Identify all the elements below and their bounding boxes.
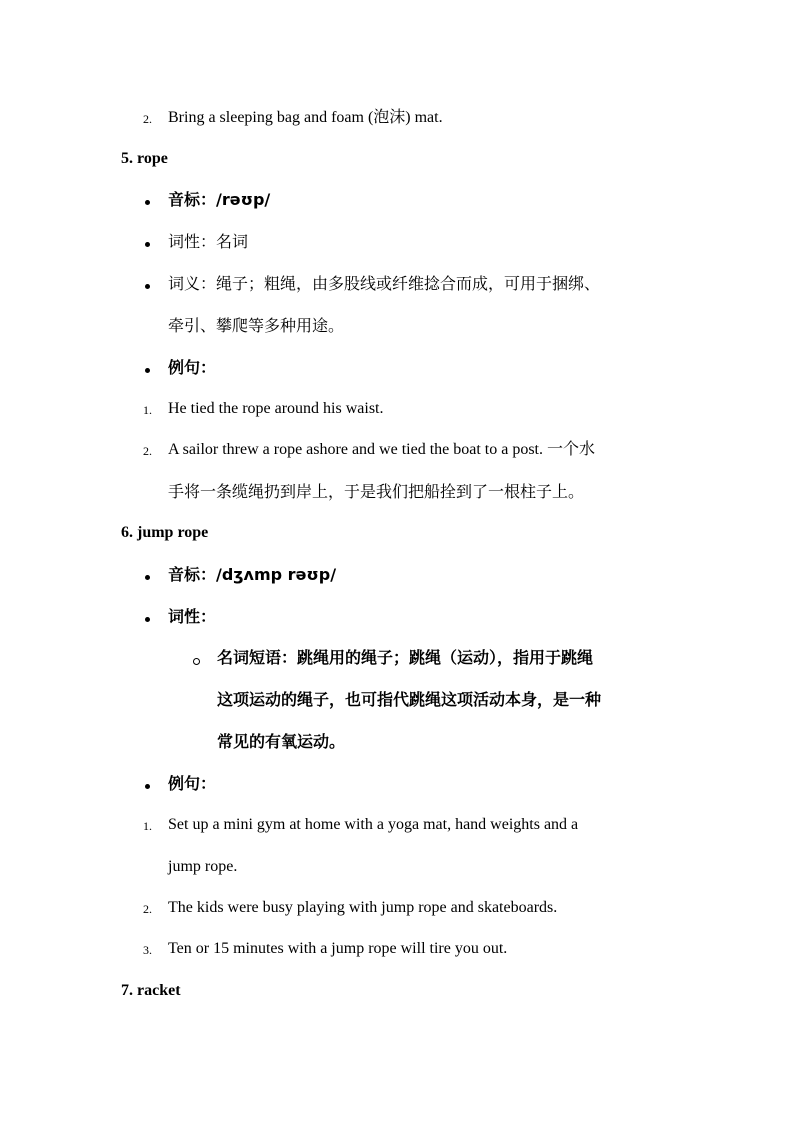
examples-label: 例句： (168, 358, 217, 377)
example-number: 2. (143, 902, 152, 916)
bullet-icon (145, 284, 150, 289)
example-number: 1. (143, 819, 152, 833)
bullet-icon (145, 575, 150, 580)
bullet-icon (145, 242, 150, 247)
entry-heading-rope: 5. rope (121, 150, 168, 167)
example-sentence: He tied the rope around his waist. (168, 400, 384, 417)
example-number: 2. (143, 112, 152, 126)
part-of-speech-line: 词性：名词 (168, 232, 249, 251)
example-sentence: The kids were busy playing with jump rope and skateboards. (168, 899, 558, 916)
example-sentence: Bring a sleeping bag and foam (泡沫) mat. (168, 109, 443, 126)
example-number: 1. (143, 403, 152, 417)
circle-bullet-icon (193, 658, 200, 665)
bullet-icon (145, 617, 150, 622)
sub-meaning-line-2: 这项运动的绳子，也可指代跳绳这项活动本身，是一种 (217, 690, 602, 709)
example-number: 2. (143, 444, 152, 458)
example-sentence-line-1: Set up a mini gym at home with a yoga mat, hand weights and a (168, 816, 579, 833)
bullet-icon (145, 200, 150, 205)
sub-meaning-line-1: 名词短语：跳绳用的绳子；跳绳（运动），指用于跳绳 (217, 648, 594, 667)
part-of-speech-label: 词性： (168, 607, 217, 626)
phonetic-line: 音标：/dʒʌmp rəʊp/ (168, 565, 337, 584)
example-sentence-line-2: 手将一条缆绳扔到岸上，于是我们把船拴到了一根柱子上。 (168, 482, 585, 501)
examples-label: 例句： (168, 774, 217, 793)
phonetic-line: 音标：/rəʊp/ (168, 190, 271, 209)
example-sentence-line-2: jump rope. (168, 858, 238, 875)
entry-heading-racket: 7. racket (121, 982, 181, 999)
bullet-icon (145, 784, 150, 789)
entry-heading-jump-rope: 6. jump rope (121, 524, 209, 541)
meaning-line-1: 词义：绳子；粗绳，由多股线或纤维捻合而成，可用于捆绑、 (168, 274, 601, 293)
example-number: 3. (143, 943, 152, 957)
example-sentence-line-1: A sailor threw a rope ashore and we tied the boat to a post. 一个水 (168, 441, 596, 458)
bullet-icon (145, 368, 150, 373)
example-sentence: Ten or 15 minutes with a jump rope will tire you out. (168, 940, 508, 957)
meaning-line-2: 牵引、攀爬等多种用途。 (168, 316, 345, 335)
sub-meaning-line-3: 常见的有氧运动。 (217, 732, 346, 751)
